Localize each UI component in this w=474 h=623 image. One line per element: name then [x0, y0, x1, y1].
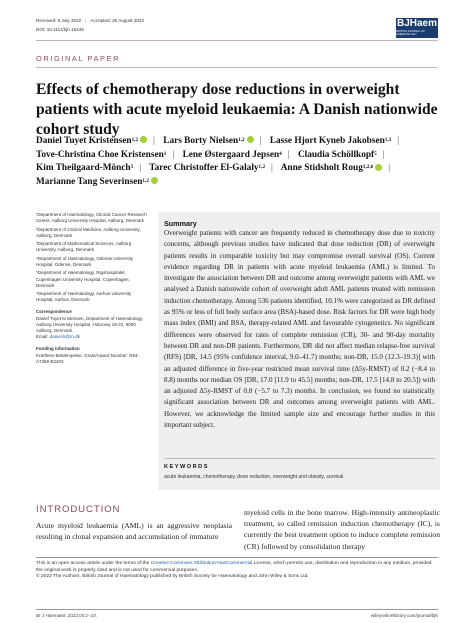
- author-name: Tove-Christina Choe Kristensen: [36, 149, 164, 160]
- author[interactable]: [36, 163, 133, 173]
- affiliation: ⁵Department of Haematology, Rigshospitalet, Copenhagen University Hospital, Copenhagen, Denmark: [36, 270, 130, 288]
- received-date: Received: 6 July 2022: [36, 18, 82, 23]
- author-separator: |: [382, 149, 385, 160]
- author-name: Lars Borty Nielsen: [163, 136, 239, 146]
- author-name: Lasse Hjort Kyneb Jakobsen: [269, 136, 385, 146]
- author-affiliation-numbers: 1,2: [238, 137, 245, 143]
- header-rule: [36, 40, 438, 41]
- introduction-right-column: myeloid cells in the bone marrow. High-intensity antineoplastic treatment, so called remission induction chemotherapy (IC), is currently the best treatment option to induce complete remission (CR) followed by consolidation therapy: [244, 508, 440, 551]
- separator: |: [85, 18, 87, 23]
- author-affiliation-numbers: 1,2: [131, 137, 139, 143]
- funding-text: Kræftens Bekæmpelse, Grant/Award Number: R94-A7368-B2403: [36, 352, 139, 364]
- email-link[interactable]: daniel.k@rn.dk: [49, 334, 80, 340]
- author[interactable]: [36, 177, 158, 187]
- author-affiliation-numbers: 1,2,6: [362, 164, 374, 171]
- summary-text: Overweight patients with cancer are frequently reduced in chemotherapy dose due to toxicity concerns, although previous studies have indicated that dose reduction (DR) of overweight patients results in comparable toxicity but may compromise overall survival (OS). Current evidence regarding DR in patients with acute myeloid leukaemia (AML) is limited. To investigate the association between DR and outcome among overweight patients with AML we analysed a Danish nationwide cohort of overweight adult AML patients treated with remission induction chemotherapy. Among 536 patients identified, 10.1% were categorized as DR defined as 95% or less of full body surface area (BSA)-based dose. Risk factors for DR were high body mass index (BMI) and BSA, therapy-related AML and favourable cytogenetics. No significant differences were observed for rates of complete remission (CR), 30- and 90-day mortality between DR and non-DR patients. Furthermore, DR did not affect median relapse-free survival (RFS) [DR, 14.5 (95% confidence interval, 9.0–41.7) months; non-DR, 15.0 (12.3–19.3)] with an adjusted difference in five-year restricted mean survival time (Δ5y-RMST) of 0.2 (−8.4 to 8.8) months nor median OS [DR, 17.0 [11.9 to 45.5] months; non-DR, 17.5 [14.8 to 20.5]) with an adjusted Δ5y-RMST of 0.8 (−5.7 to 7.3) months. In conclusion, we found no statistically significant association between DR and outcomes among overweight patients with AML. However, we acknowledge the limited sample size and encourage further studies in this important subject.: [164, 229, 435, 430]
- affiliation: ⁶Department of Haematology, Aarhus University Hospital, Aarhus, Denmark: [36, 291, 132, 303]
- received-accepted-line: [36, 18, 144, 23]
- journal-logo[interactable]: [396, 18, 438, 38]
- logo-sub-text: BRITISH JOURNAL OF HAEMATOLOGY: [396, 30, 426, 36]
- footer-rule: [36, 609, 438, 610]
- author-list: [36, 135, 441, 190]
- author-affiliation-numbers: 1,2: [142, 178, 149, 185]
- journal-url-footer[interactable]: wileyonlinelibrary.com/journal/bjh: [370, 613, 438, 618]
- citation-footer: Br J Haematol. 2022;00:1–10.: [36, 613, 98, 618]
- license-pre: This is an open access article under the terms of the: [36, 561, 151, 566]
- author-name: Anne Stidsholt Roug: [280, 163, 363, 174]
- footnote-rule: [36, 557, 438, 558]
- article-type: ORIGINAL PAPER: [36, 54, 121, 63]
- orcid-icon[interactable]: [151, 177, 158, 184]
- author[interactable]: [183, 150, 282, 160]
- funding-heading: Funding information: [36, 345, 80, 351]
- accepted-date: Accepted: 26 August 2022: [90, 18, 145, 23]
- affiliations-column: [36, 212, 148, 367]
- affiliation: ³Department of Mathematical Sciences, Aalborg University, Aalborg, Denmark: [36, 241, 132, 253]
- author-name: Lene Østergaard Jepsen: [182, 149, 280, 160]
- correspondence-heading: Correspondence: [36, 308, 72, 314]
- author-affiliation-numbers: 1,3: [384, 137, 392, 143]
- author-affiliation-numbers: 5: [130, 164, 134, 171]
- keywords-rule: [164, 458, 435, 459]
- email-label: Email:: [36, 334, 50, 340]
- author[interactable]: [36, 150, 166, 160]
- affiliation: ¹Department of Haematology, Clinical Cancer Research Center, Aalborg University Hospital, Aalborg, Denmark: [36, 212, 147, 224]
- author-separator: |: [153, 136, 155, 146]
- author-separator: |: [388, 163, 391, 174]
- author[interactable]: [270, 136, 391, 146]
- author-affiliation-numbers: 4: [279, 150, 282, 157]
- author-name: Daniel Tuyet Kristensen: [36, 136, 132, 146]
- orcid-icon[interactable]: [375, 164, 382, 171]
- author-separator: |: [397, 136, 400, 146]
- author-affiliation-numbers: 5: [374, 150, 377, 157]
- author-separator: |: [287, 149, 290, 160]
- orcid-icon[interactable]: [247, 136, 254, 143]
- orcid-icon[interactable]: [140, 136, 147, 143]
- author-separator: |: [172, 149, 175, 160]
- author[interactable]: [36, 136, 147, 146]
- author[interactable]: [298, 150, 377, 160]
- copyright-line: © 2022 The Authors. British Journal of Haematology published by British Society for Haematology and John Wiley & Sons Ltd.: [36, 574, 309, 579]
- author[interactable]: [281, 163, 383, 173]
- author-affiliation-numbers: 1: [163, 150, 167, 157]
- author-name: Marianne Tang Severinsen: [36, 177, 143, 188]
- introduction-heading: INTRODUCTION: [36, 504, 121, 515]
- author-name: Kim Theilgaard-Mönch: [36, 163, 131, 174]
- license-link[interactable]: Creative Commons Attribution-NonCommercial: [150, 561, 253, 566]
- correspondence-block: [36, 316, 148, 341]
- keywords-heading: KEYWORDS: [164, 464, 209, 470]
- author-separator: |: [271, 163, 273, 174]
- article-type-rule: [36, 67, 438, 68]
- introduction-left-column: Acute myeloid leukaemia (AML) is an aggressive neoplasia resulting in clonal expansion and accumulation of immature: [36, 521, 232, 542]
- author[interactable]: [149, 163, 265, 173]
- doi[interactable]: DOI: 10.1111/bjh.18448: [36, 27, 84, 32]
- author-separator: |: [139, 163, 142, 174]
- summary-heading: Summary: [164, 219, 197, 228]
- author-name: Claudia Schöllkopf: [297, 149, 375, 160]
- correspondence-text: Daniel Tuyet Kristensen, Department of Haematology, Aalborg University Hospital, Hobrovej 18-22, 9000 Aalborg, Denmark.: [36, 315, 144, 334]
- author-separator: |: [259, 136, 262, 146]
- author-affiliation-numbers: 1,2: [258, 164, 266, 171]
- logo-main-text: BJHaem: [396, 18, 438, 30]
- affiliation: ⁴Department of Haematology, Odense University Hospital, Odense, Denmark: [36, 255, 134, 267]
- affiliation: ²Department of Clinical Medicine, Aalborg University, Aalborg, Denmark: [36, 226, 141, 238]
- license-footnote: [36, 561, 438, 581]
- article-title: Effects of chemotherapy dose reductions in overweight patients with acute myeloid leukaemia: A Danish nationwide cohort study: [36, 81, 438, 138]
- license-post: License, which permits use, distribution and reproduction in any medium, provided the original work is properly cited and is not used for commercial purposes.: [36, 561, 432, 573]
- affiliation-list: [36, 212, 148, 304]
- keywords-text: acute leukaemia, chemotherapy, dose reduction, overweight and obesity, survival: [164, 474, 344, 480]
- author[interactable]: [163, 136, 253, 146]
- author-name: Tarec Christoffer El-Galaly: [149, 163, 259, 174]
